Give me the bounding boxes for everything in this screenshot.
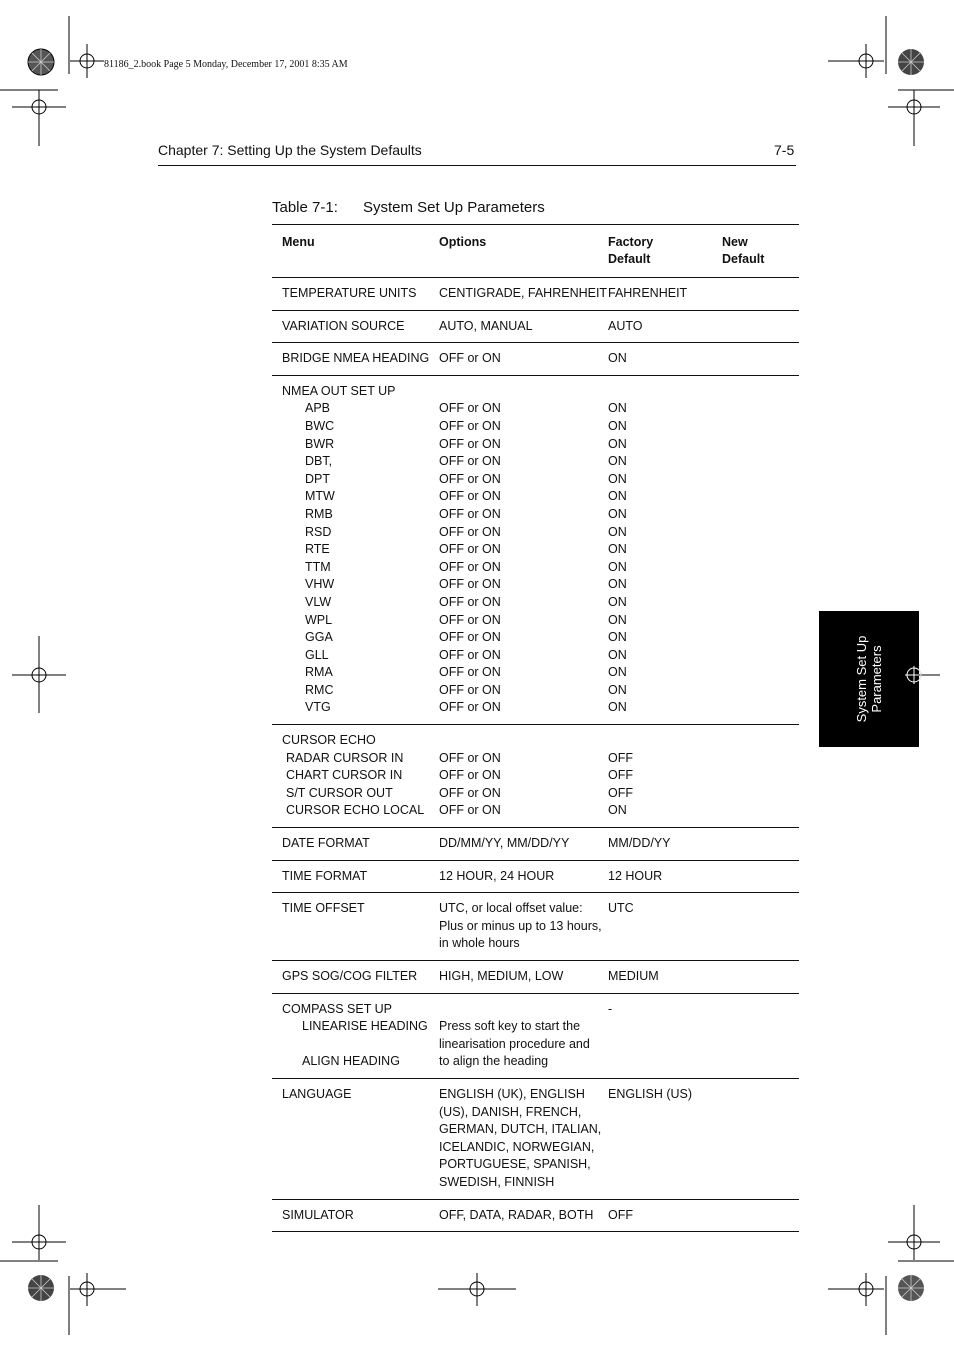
cell-default: ON [608,682,627,697]
parameters-table [272,224,799,1232]
cell-options: AUTO, MANUAL [439,318,533,333]
cell-default: AUTO [608,318,643,333]
cell-options: OFF or ON [439,351,501,366]
cell-menu: CURSOR ECHO LOCAL [286,803,425,818]
cell-default: MM/DD/YY [608,836,671,851]
cell-menu: TIME OFFSET [282,901,365,916]
cell-options: OFF or ON [439,418,501,433]
cell-options: OFF or ON [439,594,501,609]
cell-options: OFF or ON [439,768,501,783]
cell-menu: DPT [305,471,330,486]
table-row [272,343,799,376]
compass-title: COMPASS SET UP [282,1001,392,1016]
cell-options: GERMAN, DUTCH, ITALIAN, [439,1122,602,1137]
cell-menu: SIMULATOR [282,1207,354,1222]
cell-default: ON [608,559,627,574]
nmea-out-row [272,376,799,725]
table-caption [272,199,545,216]
cell-options: in whole hours [439,936,520,951]
cell-menu: VLW [305,594,332,609]
cell-default: ON [608,700,627,715]
cell-default: - [608,1001,613,1016]
table-row [272,1200,799,1233]
cell-default: ON [608,612,627,627]
cell-options: linearisation procedure and [439,1036,590,1051]
cell-default: OFF [608,785,633,800]
cell-menu: BWR [305,436,335,451]
cell-menu: RMC [305,682,334,697]
cell-options: OFF or ON [439,803,501,818]
cell-default: FAHRENHEIT [608,286,688,300]
compass-item: ALIGN HEADING [302,1054,400,1069]
cell-default: ON [608,647,627,662]
cell-default: ON [608,630,627,645]
table-header-row [272,225,799,278]
cell-default: ON [608,506,627,521]
cell-default: ON [608,665,627,680]
header-factory: Factory [608,235,654,249]
cell-options: 12 HOUR, 24 HOUR [439,868,555,883]
header-new-default: Default [722,252,765,266]
cell-menu: MTW [305,489,335,504]
crosshair-top-left-icon [70,44,104,78]
cell-default: ON [608,489,627,504]
cell-menu: TTM [305,559,331,574]
cell-default: UTC [608,901,634,916]
cell-options: Plus or minus up to 13 hours, [439,918,602,933]
header-new: New [722,235,748,249]
cell-default: ON [608,524,627,539]
table-title: System Set Up Parameters [363,199,545,216]
cell-menu: TIME FORMAT [282,868,368,883]
cell-options: OFF or ON [439,524,501,539]
cell-options: PORTUGUESE, SPANISH, [439,1157,591,1172]
cell-options: UTC, or local offset value: [439,901,583,916]
nmea-title: NMEA OUT SET UP [282,383,396,398]
crosshair-top-right-icon [828,44,884,78]
cell-options: OFF or ON [439,454,501,469]
cell-options: OFF, DATA, RADAR, BOTH [439,1207,594,1222]
cell-default: OFF [608,750,633,765]
header-rule [158,165,796,166]
side-tab-label: System Set Up Parameters [854,635,884,723]
cell-options: OFF or ON [439,471,501,486]
cell-menu: RADAR CURSOR IN [286,750,404,765]
cell-options: OFF or ON [439,665,501,680]
cell-options: HIGH, MEDIUM, LOW [439,969,564,983]
cell-options: OFF or ON [439,489,501,504]
cell-default: 12 HOUR [608,868,663,883]
print-info: 81186_2.book Page 5 Monday, December 17, 2001 8:35 AM [104,59,348,70]
cell-menu: DATE FORMAT [282,836,370,851]
cell-menu: S/T CURSOR OUT [286,785,393,800]
cell-options: OFF or ON [439,436,501,451]
cell-menu: VARIATION SOURCE [282,318,405,333]
cursor-echo-row [272,725,799,828]
table-row [272,311,799,344]
cell-options: to align the heading [439,1054,549,1069]
header-options: Options [439,235,487,249]
cell-default: ENGLISH (US) [608,1086,693,1101]
table-row [272,961,799,994]
cell-default: ON [608,401,627,416]
cell-options: ENGLISH (UK), ENGLISH [439,1086,585,1101]
cell-default: OFF [608,768,633,783]
cell-menu: LANGUAGE [282,1086,352,1101]
cell-options: OFF or ON [439,750,501,765]
cell-options: OFF or ON [439,700,501,715]
cell-options: OFF or ON [439,682,501,697]
page-number: 7-5 [774,142,795,158]
cell-menu: CHART CURSOR IN [286,768,403,783]
cell-default: ON [608,454,627,469]
cell-options: OFF or ON [439,542,501,557]
cell-options: OFF or ON [439,401,501,416]
cell-options: SWEDISH, FINNISH [439,1174,555,1189]
cell-options: Press soft key to start the [439,1019,581,1034]
table-row [272,893,799,961]
cell-menu: GGA [305,630,333,645]
cell-default: ON [608,471,627,486]
cell-menu: VTG [305,700,331,715]
cell-default: ON [608,418,627,433]
chapter-title: Chapter 7: Setting Up the System Defaults [158,142,422,158]
cell-menu: GLL [305,647,329,662]
cell-menu: RMB [305,506,333,521]
cell-options: OFF or ON [439,612,501,627]
cell-menu: VHW [305,577,335,592]
table-row [272,278,799,311]
cell-default: MEDIUM [608,969,659,983]
cell-options: OFF or ON [439,785,501,800]
cell-default: ON [608,351,627,366]
cell-default: ON [608,577,627,592]
cell-options: OFF or ON [439,577,501,592]
table-number: Table 7-1: [272,199,338,216]
cell-options: DD/MM/YY, MM/DD/YY [439,836,570,851]
cell-default: ON [608,594,627,609]
language-row [272,1079,799,1200]
header-menu: Menu [282,235,315,249]
cell-options: OFF or ON [439,630,501,645]
cell-options: OFF or ON [439,559,501,574]
compass-row [272,994,799,1079]
cell-options: OFF or ON [439,506,501,521]
cursor-title: CURSOR ECHO [282,733,376,748]
cell-default: ON [608,436,627,451]
cell-menu: WPL [305,612,333,627]
cell-default: OFF [608,1207,633,1222]
cell-options: ICELANDIC, NORWEGIAN, [439,1139,595,1154]
cell-menu: BWC [305,418,335,433]
cell-options: CENTIGRADE, FAHRENHEIT [439,286,608,300]
cell-menu: GPS SOG/COG FILTER [282,969,418,983]
cell-menu: RTE [305,542,330,557]
cell-options: (US), DANISH, FRENCH, [439,1104,582,1119]
cell-menu: DBT, [305,454,333,469]
header-factory-default: Default [608,252,651,266]
cell-menu: TEMPERATURE UNITS [282,286,417,300]
cell-default: ON [608,542,627,557]
cell-options: OFF or ON [439,647,501,662]
cell-default: ON [608,803,627,818]
table-row [272,861,799,894]
cell-menu: APB [305,401,331,416]
table-row [272,828,799,861]
compass-item: LINEARISE HEADING [302,1019,428,1034]
cell-menu: RSD [305,524,332,539]
cell-menu: BRIDGE NMEA HEADING [282,351,430,366]
cell-menu: RMA [305,665,333,680]
